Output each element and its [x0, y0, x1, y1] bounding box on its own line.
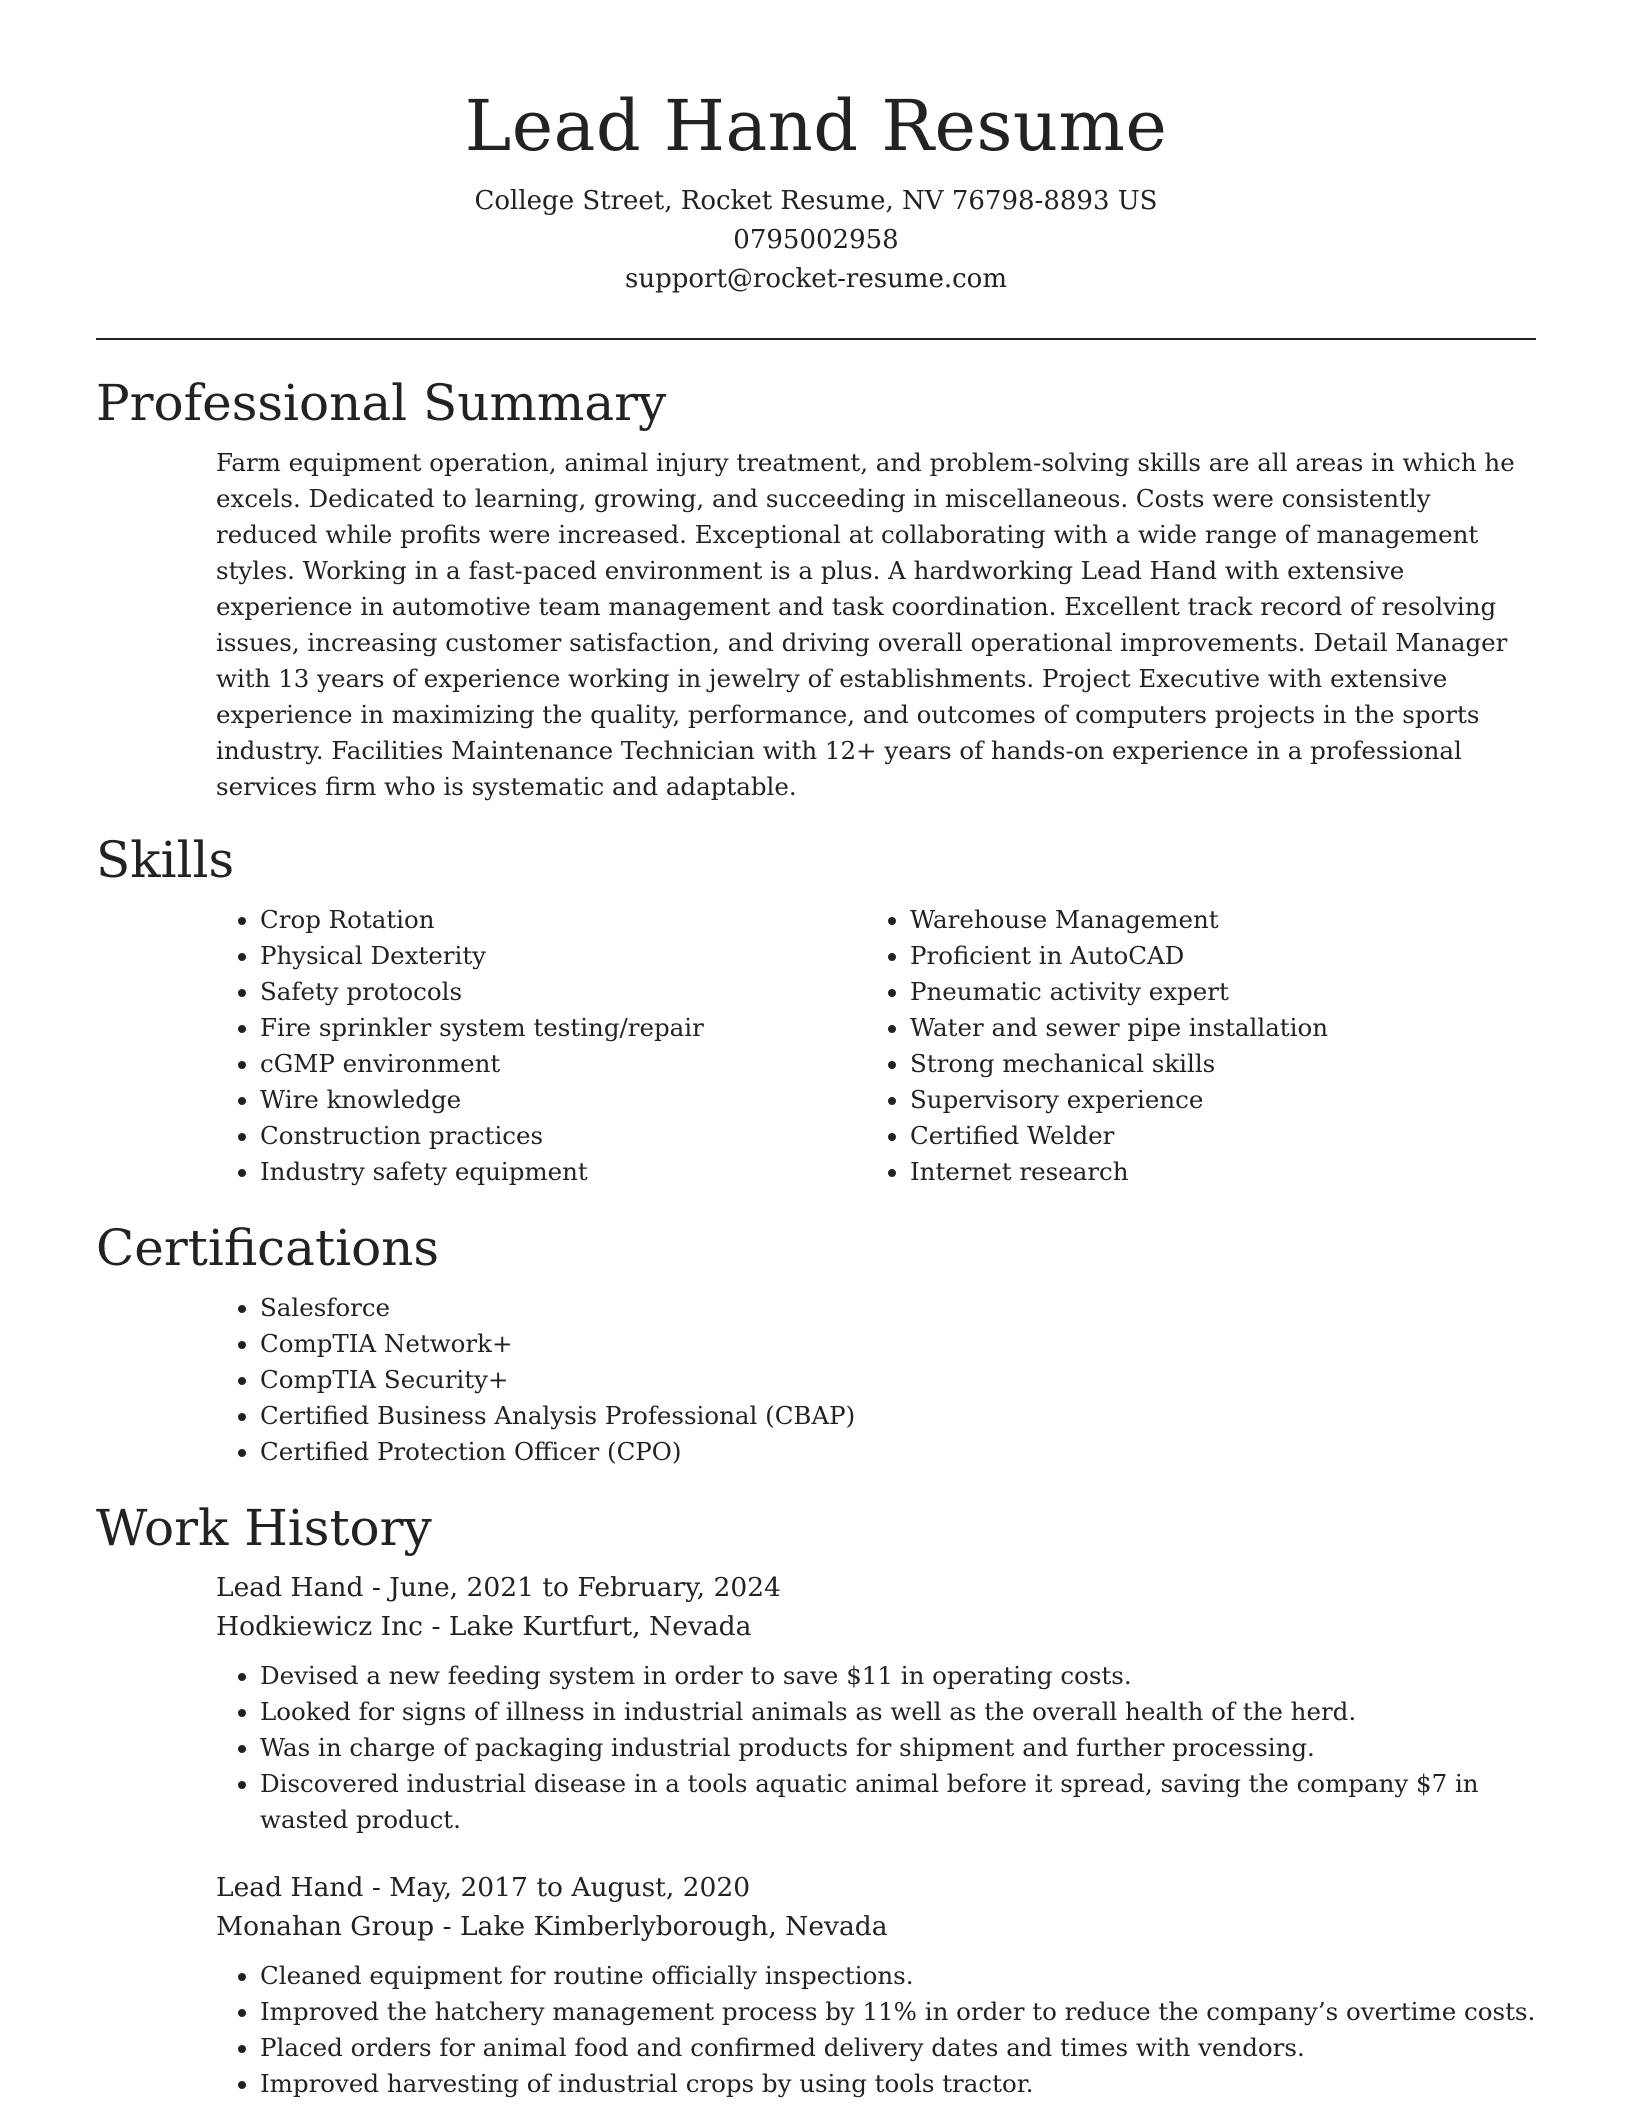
skill-item: • Water and sewer pipe installation	[910, 1010, 1516, 1046]
job-title-line: Lead Hand - May, 2017 to August, 2020	[216, 1871, 751, 1903]
skills-columns	[216, 902, 1536, 1190]
job-dates: May, 2017 to August, 2020	[389, 1871, 751, 1903]
job-title: Lead Hand	[216, 1871, 364, 1903]
job-company: Hodkiewicz Inc	[216, 1610, 424, 1642]
skill-item: • Construction practices	[260, 1118, 866, 1154]
certification-item: • CompTIA Network+	[260, 1326, 1536, 1362]
skill-item: • Supervisory experience	[910, 1082, 1516, 1118]
summary-heading: Professional Summary	[96, 374, 667, 432]
job-location: Lake Kimberlyborough, Nevada	[459, 1910, 888, 1942]
job-bullet: • Discovered industrial disease in a tools aquatic animal before it spread, saving the company $7 in wasted product.	[260, 1766, 1536, 1838]
skill-item: • Physical Dexterity	[260, 938, 866, 974]
certification-item: • Salesforce	[260, 1290, 1536, 1326]
skill-item: • Proficient in AutoCAD	[910, 938, 1516, 974]
job-bullets	[216, 1958, 1536, 2102]
job-bullets	[216, 1658, 1536, 1838]
skill-item: • Crop Rotation	[260, 902, 866, 938]
job-bullet: • Was in charge of packaging industrial products for shipment and further processing.	[260, 1730, 1536, 1766]
job-entry	[216, 1568, 1536, 1838]
header-divider	[96, 338, 1536, 340]
skill-item: • Internet research	[910, 1154, 1516, 1190]
job-title-line: Lead Hand - June, 2021 to February, 2024	[216, 1571, 781, 1603]
skills-list-right	[866, 902, 1516, 1190]
certification-item: • Certified Protection Officer (CPO)	[260, 1434, 1536, 1470]
skill-item: • cGMP environment	[260, 1046, 866, 1082]
skill-item: • Certified Welder	[910, 1118, 1516, 1154]
work-history-section	[96, 1498, 1536, 2102]
certification-item: • Certified Business Analysis Professional (CBAP)	[260, 1398, 1536, 1434]
job-company: Monahan Group	[216, 1910, 435, 1942]
skills-section	[96, 830, 1536, 1190]
skill-item: • Warehouse Management	[910, 902, 1516, 938]
job-bullet: • Devised a new feeding system in order to save $11 in operating costs.	[260, 1658, 1536, 1694]
skills-column-right	[866, 902, 1516, 1190]
skill-item: • Pneumatic activity expert	[910, 974, 1516, 1010]
job-company-line: Monahan Group - Lake Kimberlyborough, Nevada	[216, 1910, 888, 1942]
summary-text: Farm equipment operation, animal injury treatment, and problem-solving skills are all areas in which he excels. Dedicated to learning, growing, and succeeding in miscellaneous. Costs were consistently reduced while profits were increased. Exceptional at collaborating with a wide range of management styles. Working in a fast-paced environment is a plus. A hardworking Lead Hand with extensive experience in automotive team management and task coordination. Excellent track record of resolving issues, increasing customer satisfaction, and driving overall operational improvements. Detail Manager with 13 years of experience working in jewelry of establishments. Project Executive with extensive experience in maximizing the quality, performance, and outcomes of computers projects in the sports industry. Facilities Maintenance Technician with 12+ years of hands-on experience in a professional services firm who is systematic and adaptable.	[216, 448, 1515, 801]
skills-list-left	[216, 902, 866, 1190]
job-entry	[216, 1868, 1536, 2102]
contact-phone: 0795002958	[733, 225, 899, 255]
skill-item: • Safety protocols	[260, 974, 866, 1010]
skills-column-left	[216, 902, 866, 1190]
job-bullet: • Placed orders for animal food and confirmed delivery dates and times with vendors.	[260, 2030, 1536, 2066]
contact-email: support@rocket-resume.com	[624, 264, 1007, 294]
certifications-section	[96, 1218, 1536, 1470]
job-bullet: • Looked for signs of illness in industrial animals as well as the overall health of the herd.	[260, 1694, 1536, 1730]
job-company-line: Hodkiewicz Inc - Lake Kurtfurt, Nevada	[216, 1610, 752, 1642]
contact-info	[96, 182, 1536, 299]
resume-title: Lead Hand Resume	[464, 85, 1168, 167]
skill-item: • Strong mechanical skills	[910, 1046, 1516, 1082]
skill-item: • Wire knowledge	[260, 1082, 866, 1118]
summary-section	[96, 373, 1536, 805]
skill-item: • Industry safety equipment	[260, 1154, 866, 1190]
resume-header	[96, 0, 1536, 299]
job-dates: June, 2021 to February, 2024	[389, 1571, 781, 1603]
skills-heading: Skills	[96, 830, 235, 889]
job-bullet: • Cleaned equipment for routine officially inspections.	[260, 1958, 1536, 1994]
contact-address: College Street, Rocket Resume, NV 76798-8893 US	[474, 186, 1158, 216]
job-title: Lead Hand	[216, 1571, 364, 1603]
skill-item: • Fire sprinkler system testing/repair	[260, 1010, 866, 1046]
resume-page	[96, 0, 1536, 2102]
certifications-heading: Certifications	[96, 1218, 440, 1277]
job-bullet: • Improved the hatchery management process by 11% in order to reduce the company’s overtime costs.	[260, 1994, 1536, 2030]
job-bullet: • Improved harvesting of industrial crops by using tools tractor.	[260, 2066, 1536, 2102]
job-location: Lake Kurtfurt, Nevada	[448, 1610, 752, 1642]
certification-item: • CompTIA Security+	[260, 1362, 1536, 1398]
work-history-heading: Work History	[96, 1498, 432, 1557]
certifications-list	[216, 1290, 1536, 1470]
